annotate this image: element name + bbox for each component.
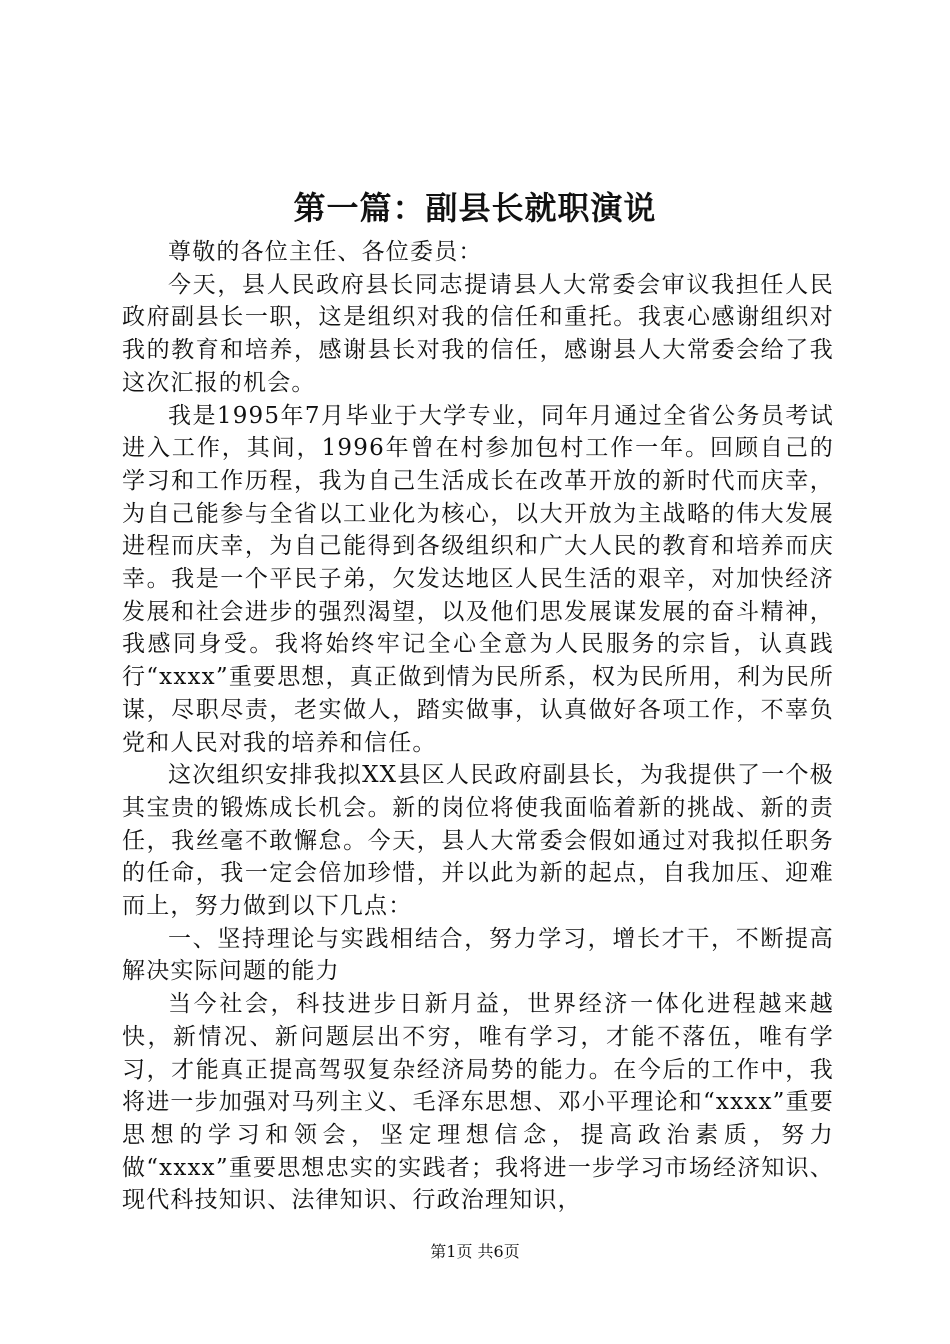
document-body [122,236,834,1217]
paragraph: 当今社会，科技进步日新月益，世界经济一体化进程越来越快，新情况、新问题层出不穷，唯有学习，才能不落伍，唯有学习，才能真正提高驾驭复杂经济局势的能力。在今后的工作中，我将进一步加强对马列主义、毛泽东思想、邓小平理论和“xxxx”重要思想的学习和领会，坚定理想信念，提高政治素质，努力做“xxxx”重要思想忠实的实践者；我将进一步学习市场经济知识、现代科技知识、法律知识、行政治理知识， [122,991,834,1214]
page-footer: 第1页 共6页 [430,1242,520,1261]
document-title: 第一篇：副县长就职演说 [293,189,657,227]
paragraph: 这次组织安排我拟XX县区人民政府副县长，为我提供了一个极其宝贵的锻炼成长机会。新的岗位将使我面临着新的挑战、新的责任，我丝毫不敢懈怠。今天，县人大常委会假如通过对我拟任职务的任命，我一定会倍加珍惜，并以此为新的起点，自我加压、迎难而上，努力做到以下几点： [122,762,834,920]
salutation: 尊敬的各位主任、各位委员： [168,239,483,265]
section-heading: 一、坚持理论与实践相结合，努力学习，增长才干，不断提高解决实际问题的能力 [122,925,834,985]
paragraph: 今天，县人民政府县长同志提请县人大常委会审议我担任人民政府副县长一职，这是组织对我的信任和重托。我衷心感谢组织对我的教育和培养，感谢县长对我的信任，感谢县人大常委会给了我这次汇报的机会。 [122,271,834,396]
paragraph: 我是1995年7月毕业于大学专业，同年月通过全省公务员考试进入工作，其间，1996年曾在村参加包村工作一年。回顾自己的学习和工作历程，我为自己生活成长在改革开放的新时代而庆幸，为自己能参与全省以工业化为核心，以大开放为主战略的伟大发展进程而庆幸，为自己能得到各级组织和广大人民的教育和培养而庆幸。我是一个平民子弟，欠发达地区人民生活的艰辛，对加快经济发展和社会进步的强烈渴望，以及他们思发展谋发展的奋斗精神，我感同身受。我将始终牢记全心全意为人民服务的宗旨，认真践行“xxxx”重要思想，真正做到情为民所系，权为民所用，利为民所谋，尽职尽责，老实做人，踏实做事，认真做好各项工作，不辜负党和人民对我的培养和信任。 [122,402,834,756]
